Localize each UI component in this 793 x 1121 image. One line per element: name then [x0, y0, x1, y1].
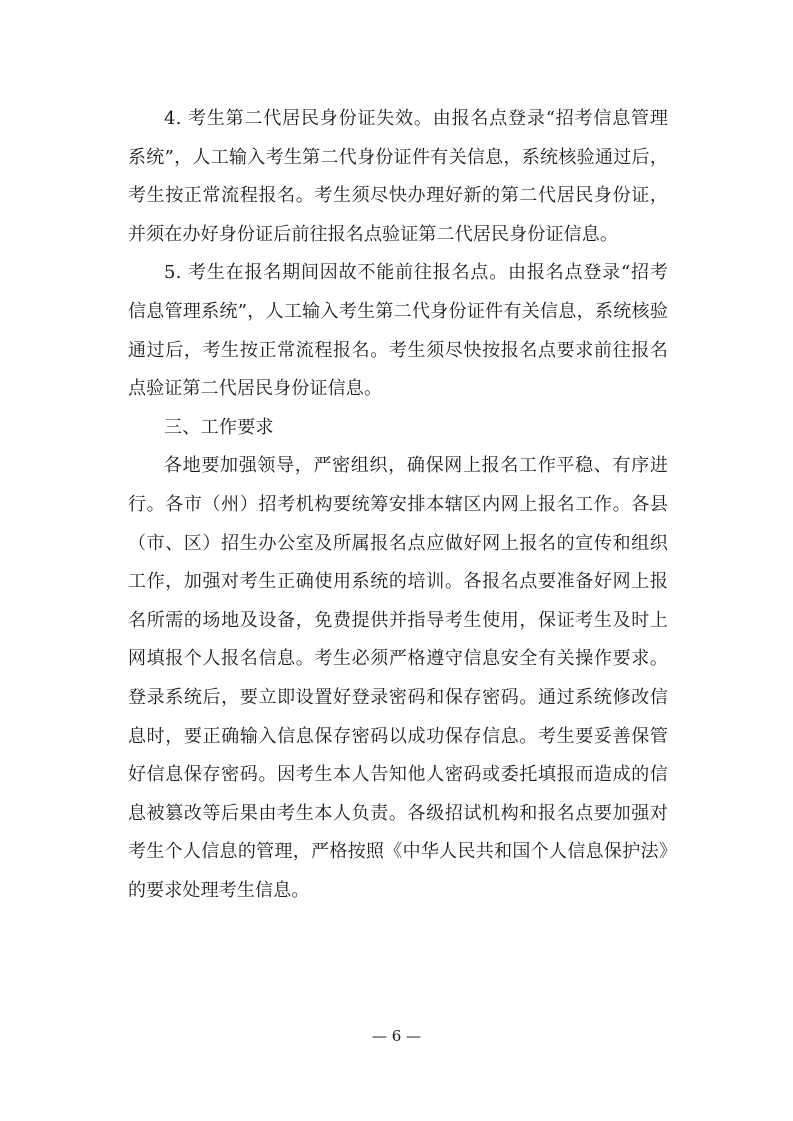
paragraph-item-5: 5. 考生在报名期间因故不能前往报名点。由报名点登录“招考信息管理系统”，人工输入考生第二代身份证件有关信息，系统核验通过后，考生按正常流程报名。考生须尽快按报名点要求前往报名点验证第二代居民身份证信息。 — [128, 262, 668, 400]
section-heading-work-requirements: 三、工作要求 — [164, 416, 274, 438]
document-body — [128, 100, 668, 910]
paragraph-item-4: 4. 考生第二代居民身份证失效。由报名点登录“招考信息管理系统”，人工输入考生第二代身份证件有关信息，系统核验通过后，考生按正常流程报名。考生须尽快办理好新的第二代居民身份证，并须在办好身份证后前往报名点验证第二代居民身份证信息。 — [128, 108, 668, 245]
paragraph-work-requirements: 各地要加强领导，严密组织，确保网上报名工作平稳、有序进行。各市（州）招考机构要统筹安排本辖区内网上报名工作。各县（市、区）招生办公室及所属报名点应做好网上报名的宣传和组织工作，加强对考生正确使用系统的培训。各报名点要准备好网上报名所需的场地及设备，免费提供并指导考生使用，保证考生及时上网填报个人报名信息。考生必须严格遵守信息安全有关操作要求。登录系统后，要立即设置好登录密码和保存密码。通过系统修改信息时，要正确输入信息保存密码以成功保存信息。考生要妥善保管好信息保存密码。因考生本人告知他人密码或委托填报而造成的信息被篡改等后果由考生本人负责。各级招试机构和报名点要加强对考生个人信息的管理，严格按照《中华人民共和国个人信息保护法》的要求处理考生信息。 — [128, 455, 668, 901]
page-number: — 6 — — [371, 1027, 422, 1045]
